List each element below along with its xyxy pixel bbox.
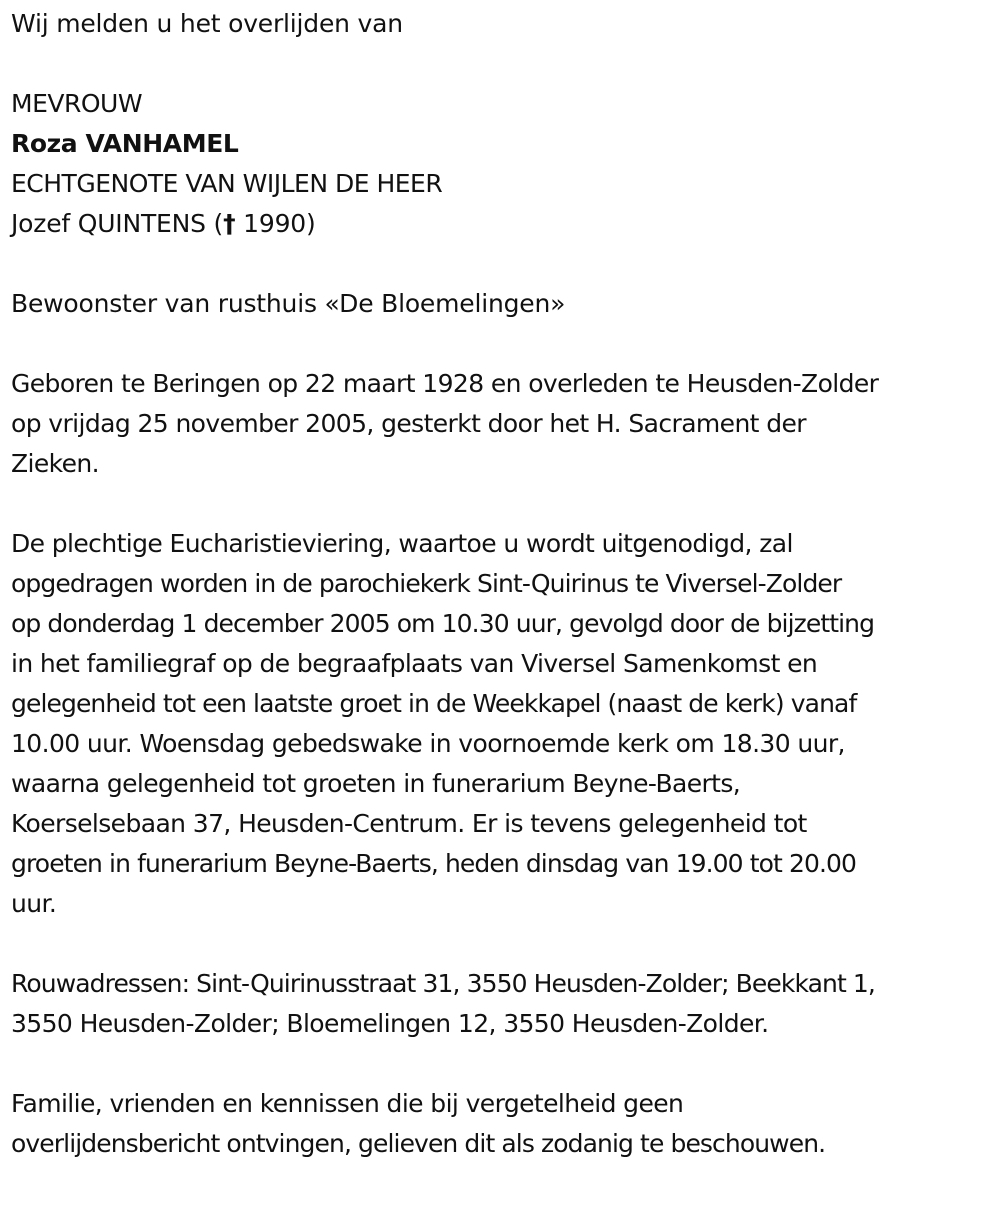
death-notice: [11, 4, 991, 1164]
paragraph-line: in het familiegraf op de begraafplaats van Viversel Samenkomst en: [11, 649, 818, 678]
title: MEVROUW: [11, 89, 143, 118]
paragraph-line: groeten in funerarium Beyne-Baerts, heden dinsdag van 19.00 tot 20.00: [11, 849, 857, 878]
birth-death-paragraph: [11, 364, 991, 484]
paragraph-line: Koerselsebaan 37, Heusden-Centrum. Er is tevens gelegenheid tot: [11, 809, 807, 838]
spacer: [11, 44, 991, 84]
paragraph-line: Geboren te Beringen op 22 maart 1928 en overleden te Heusden-Zolder: [11, 369, 879, 398]
paragraph-line: 10.00 uur. Woensdag gebedswake in voornoemde kerk om 18.30 uur,: [11, 729, 845, 758]
addresses-paragraph: [11, 964, 991, 1044]
spacer: [11, 244, 991, 284]
paragraph-line: Familie, vrienden en kennissen die bij vergetelheid geen: [11, 1089, 684, 1118]
ceremony-paragraph: [11, 524, 991, 924]
paragraph-line: Zieken.: [11, 449, 100, 478]
paragraph-line: Rouwadressen: Sint-Quirinusstraat 31, 3550 Heusden-Zolder; Beekkant 1,: [11, 969, 875, 998]
closing-paragraph: [11, 1084, 991, 1164]
spacer: [11, 924, 991, 964]
cross-icon: †: [223, 209, 236, 238]
paragraph-line: opgedragen worden in de parochiekerk Sint-Quirinus te Viversel-Zolder: [11, 569, 842, 598]
paragraph-line: op donderdag 1 december 2005 om 10.30 uur, gevolgd door de bijzetting: [11, 609, 875, 638]
paragraph-line: De plechtige Eucharistieviering, waartoe u wordt uitgenodigd, zal: [11, 529, 793, 558]
paragraph-line: gelegenheid tot een laatste groet in de Weekkapel (naast de kerk) vanaf: [11, 689, 857, 718]
residence-text: Bewoonster van rusthuis «De Bloemelingen»: [11, 289, 566, 318]
spouse-name: Jozef QUINTENS (: [11, 209, 224, 238]
spouse-line: ECHTGENOTE VAN WIJLEN DE HEER: [11, 169, 443, 198]
paragraph-line: uur.: [11, 889, 57, 918]
spacer: [11, 484, 991, 524]
spacer: [11, 324, 991, 364]
paragraph-line: op vrijdag 25 november 2005, gesterkt door het H. Sacrament der: [11, 409, 806, 438]
paragraph-line: overlijdensbericht ontvingen, gelieven dit als zodanig te beschouwen.: [11, 1129, 826, 1158]
paragraph-line: waarna gelegenheid tot groeten in funerarium Beyne-Baerts,: [11, 769, 741, 798]
spouse-death-year: 1990): [235, 209, 316, 238]
spacer: [11, 1044, 991, 1084]
deceased-name: Roza VANHAMEL: [11, 129, 239, 158]
intro-text: Wij melden u het overlijden van: [11, 9, 403, 38]
paragraph-line: 3550 Heusden-Zolder; Bloemelingen 12, 3550 Heusden-Zolder.: [11, 1009, 769, 1038]
spouse-name-line: [11, 204, 991, 244]
